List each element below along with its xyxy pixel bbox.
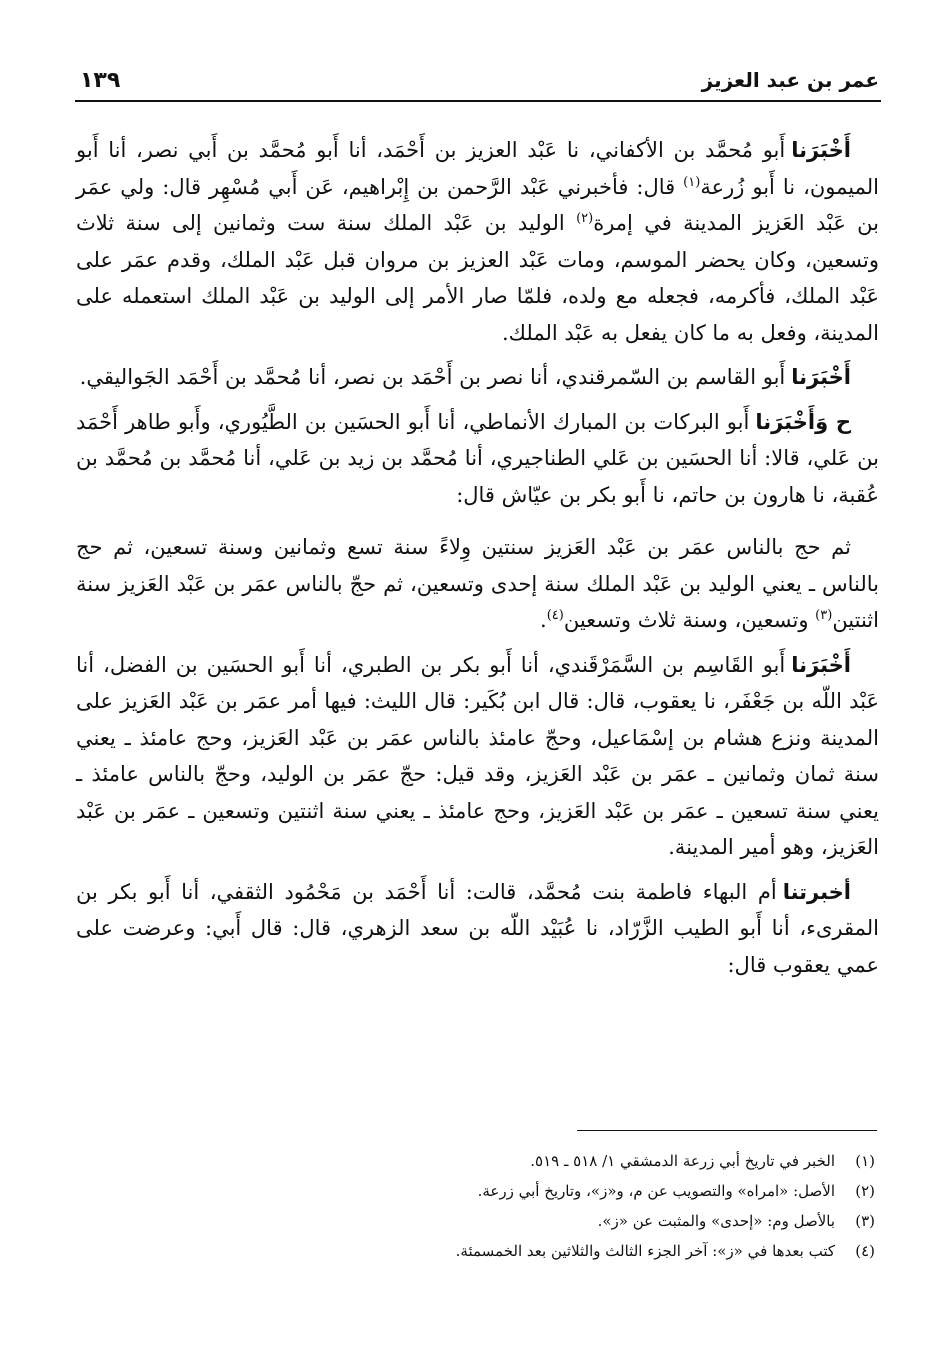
footnote-text: الخبر في تاريخ أبي زرعة الدمشقي ١/ ٥١٨ ـ ٥١٩. (530, 1152, 835, 1170)
narration-lead: أَخْبَرَنا (791, 652, 851, 677)
narration-lead: أَخْبَرَنا (791, 138, 851, 162)
footnote-item (80, 1176, 875, 1206)
paragraph-text: أَبو مُحمَّد بن الأكفاني، نا عَبْد العزيز بن أَحْمَد، أنا أَبو مُحمَّد بن أَبي نصر، أنا أَبو الميمون، نا أَبو زُرعة (76, 138, 879, 199)
narration-lead: ح وَأَخْبَرَنا (755, 409, 851, 434)
paragraph-text: ثم حج بالناس عمَر بن عَبْد العَزيز سنتين وِلاءً سنة تسع وثمانين وسنة تسعين، ثم حج بالناس ـ يعني الوليد بن عَبْد الملك سنة إحدى وتسعين، ثم حجّ بالناس عمَر بن عَبْد العَزيز سنة اثنتين (76, 535, 879, 632)
paragraph-3 (76, 404, 879, 514)
footnote-item (80, 1236, 875, 1266)
paragraph-text: أَبو القاسم بن السّمرقندي، أنا نصر بن أَحْمَد بن نصر، أنا مُحمَّد بن أَحْمَد الجَواليقي. (79, 365, 786, 389)
paragraph-4 (76, 529, 879, 639)
footnote-number: (١) (855, 1152, 875, 1170)
paragraph-5 (76, 647, 879, 866)
footnote-number: (٣) (855, 1212, 875, 1230)
footnote-ref: (٤) (546, 608, 564, 623)
footnote-text: كتب بعدها في «ز»: آخر الجزء الثالث والثلاثين بعد الخمسمئة. (455, 1242, 835, 1260)
running-head: عمر بن عبد العزيز (701, 68, 879, 92)
footnote-number: (٢) (855, 1182, 875, 1200)
footnote-text: بالأصل وم: «إحدى» والمثبت عن «ز». (597, 1212, 835, 1230)
footnote-number: (٤) (855, 1242, 875, 1260)
footnote-ref: (١) (683, 174, 701, 190)
paragraph-1 (76, 132, 879, 351)
paragraph-2 (76, 359, 879, 396)
footnote-ref: (٢) (576, 211, 594, 226)
main-text (76, 132, 879, 987)
page-number: ١٣٩ (80, 68, 121, 93)
narration-lead: أخبرتنا (782, 879, 851, 904)
paragraph-text: أَبو القَاسِم بن السَّمَرْقَندي، أنا أَبو بكر بن الطبري، أنا أَبو الحسَين بن الفضل، أنا عَبْد اللّه بن جَعْفَر، نا يعقوب، قال: قال ابن بُكَير: قال الليث: فيها أمر عمَر بن عَبْد العَزيز على المدينة ونزع هشام بن إسْمَاعيل، وحجّ عامئذ بالناس عمَر بن عَبْد العَزيز، وحج عامئذ ـ يعني سنة ثمان وثمانين ـ عمَر بن عَبْد العَزيز، وقد قيل: حجّ عمَر بن الوليد، وحجّ بالناس عامئذ ـ يعني سنة تسعين ـ عمَر بن عَبْد العَزيز، وحج عامئذ ـ يعني سنة اثنتين وتسعين ـ عمَر بن عَبْد العَزيز، وهو أمير المدينة. (76, 652, 879, 859)
page-header (80, 62, 879, 102)
paragraph-text: . (540, 608, 547, 632)
footnote-ref: (٣) (815, 608, 833, 623)
narration-lead: أَخْبَرَنا (791, 365, 851, 389)
paragraph-text: قال: فأخبرني عَبْد الرَّحمن بن إِبْراهيم، عَن أَبي مُسْهِر قال: ولي عمَر بن عَبْد العَزيز المدينة في إمرة (76, 174, 880, 235)
footnote-separator (577, 1130, 877, 1131)
header-rule (75, 100, 881, 102)
paragraph-text: أم البهاء فاطمة بنت مُحمَّد، قالت: أنا أَحْمَد بن مَحْمُود الثقفي، أنا أَبو بكر بن المقرىء، أنا أَبو الطيب الزَّرّاد، نا عُبَيْد اللّه بن سعد الزهري، قال: قال أَبي: وعرضت على عمي يعقوب قال: (76, 879, 879, 977)
paragraph-6 (76, 874, 879, 984)
footnote-text: الأصل: «امراه» والتصويب عن م، و«ز»، وتاريخ أبي زرعة. (477, 1182, 835, 1200)
paragraph-text: وتسعين، وسنة ثلاث وتسعين (563, 608, 816, 632)
footnote-item (80, 1206, 875, 1236)
footnotes (80, 1146, 875, 1266)
paragraph-text: الوليد بن عَبْد الملك سنة ست وثمانين إلى سنة ثلاث وتسعين، وكان يحضر الموسم، ومات عَبْد العزيز بن مروان قبل عَبْد الملك، وقدم عمَر على عَبْد الملك، فأكرمه، فجعله مع ولده، فلمّا صار الأمر إلى الوليد بن عَبْد الملك استعمله على المدينة، وفعل به ما كان يفعل به عَبْد الملك. (76, 211, 879, 345)
paragraph-text: أَبو البركات بن المبارك الأنماطي، أنا أَبو الحسَين بن الطَّيُوري، وأَبو طاهر أَحْمَد بن عَلي، قالا: أنا الحسَين بن عَلي الطناجيري، أنا مُحمَّد بن زيد بن عَلي، أنا مُحمَّد بن مُحمَّد بن عُقبة، نا هارون بن حاتم، نا أَبو بكر بن عيّاش قال: (76, 409, 879, 507)
footnote-item (80, 1146, 875, 1176)
